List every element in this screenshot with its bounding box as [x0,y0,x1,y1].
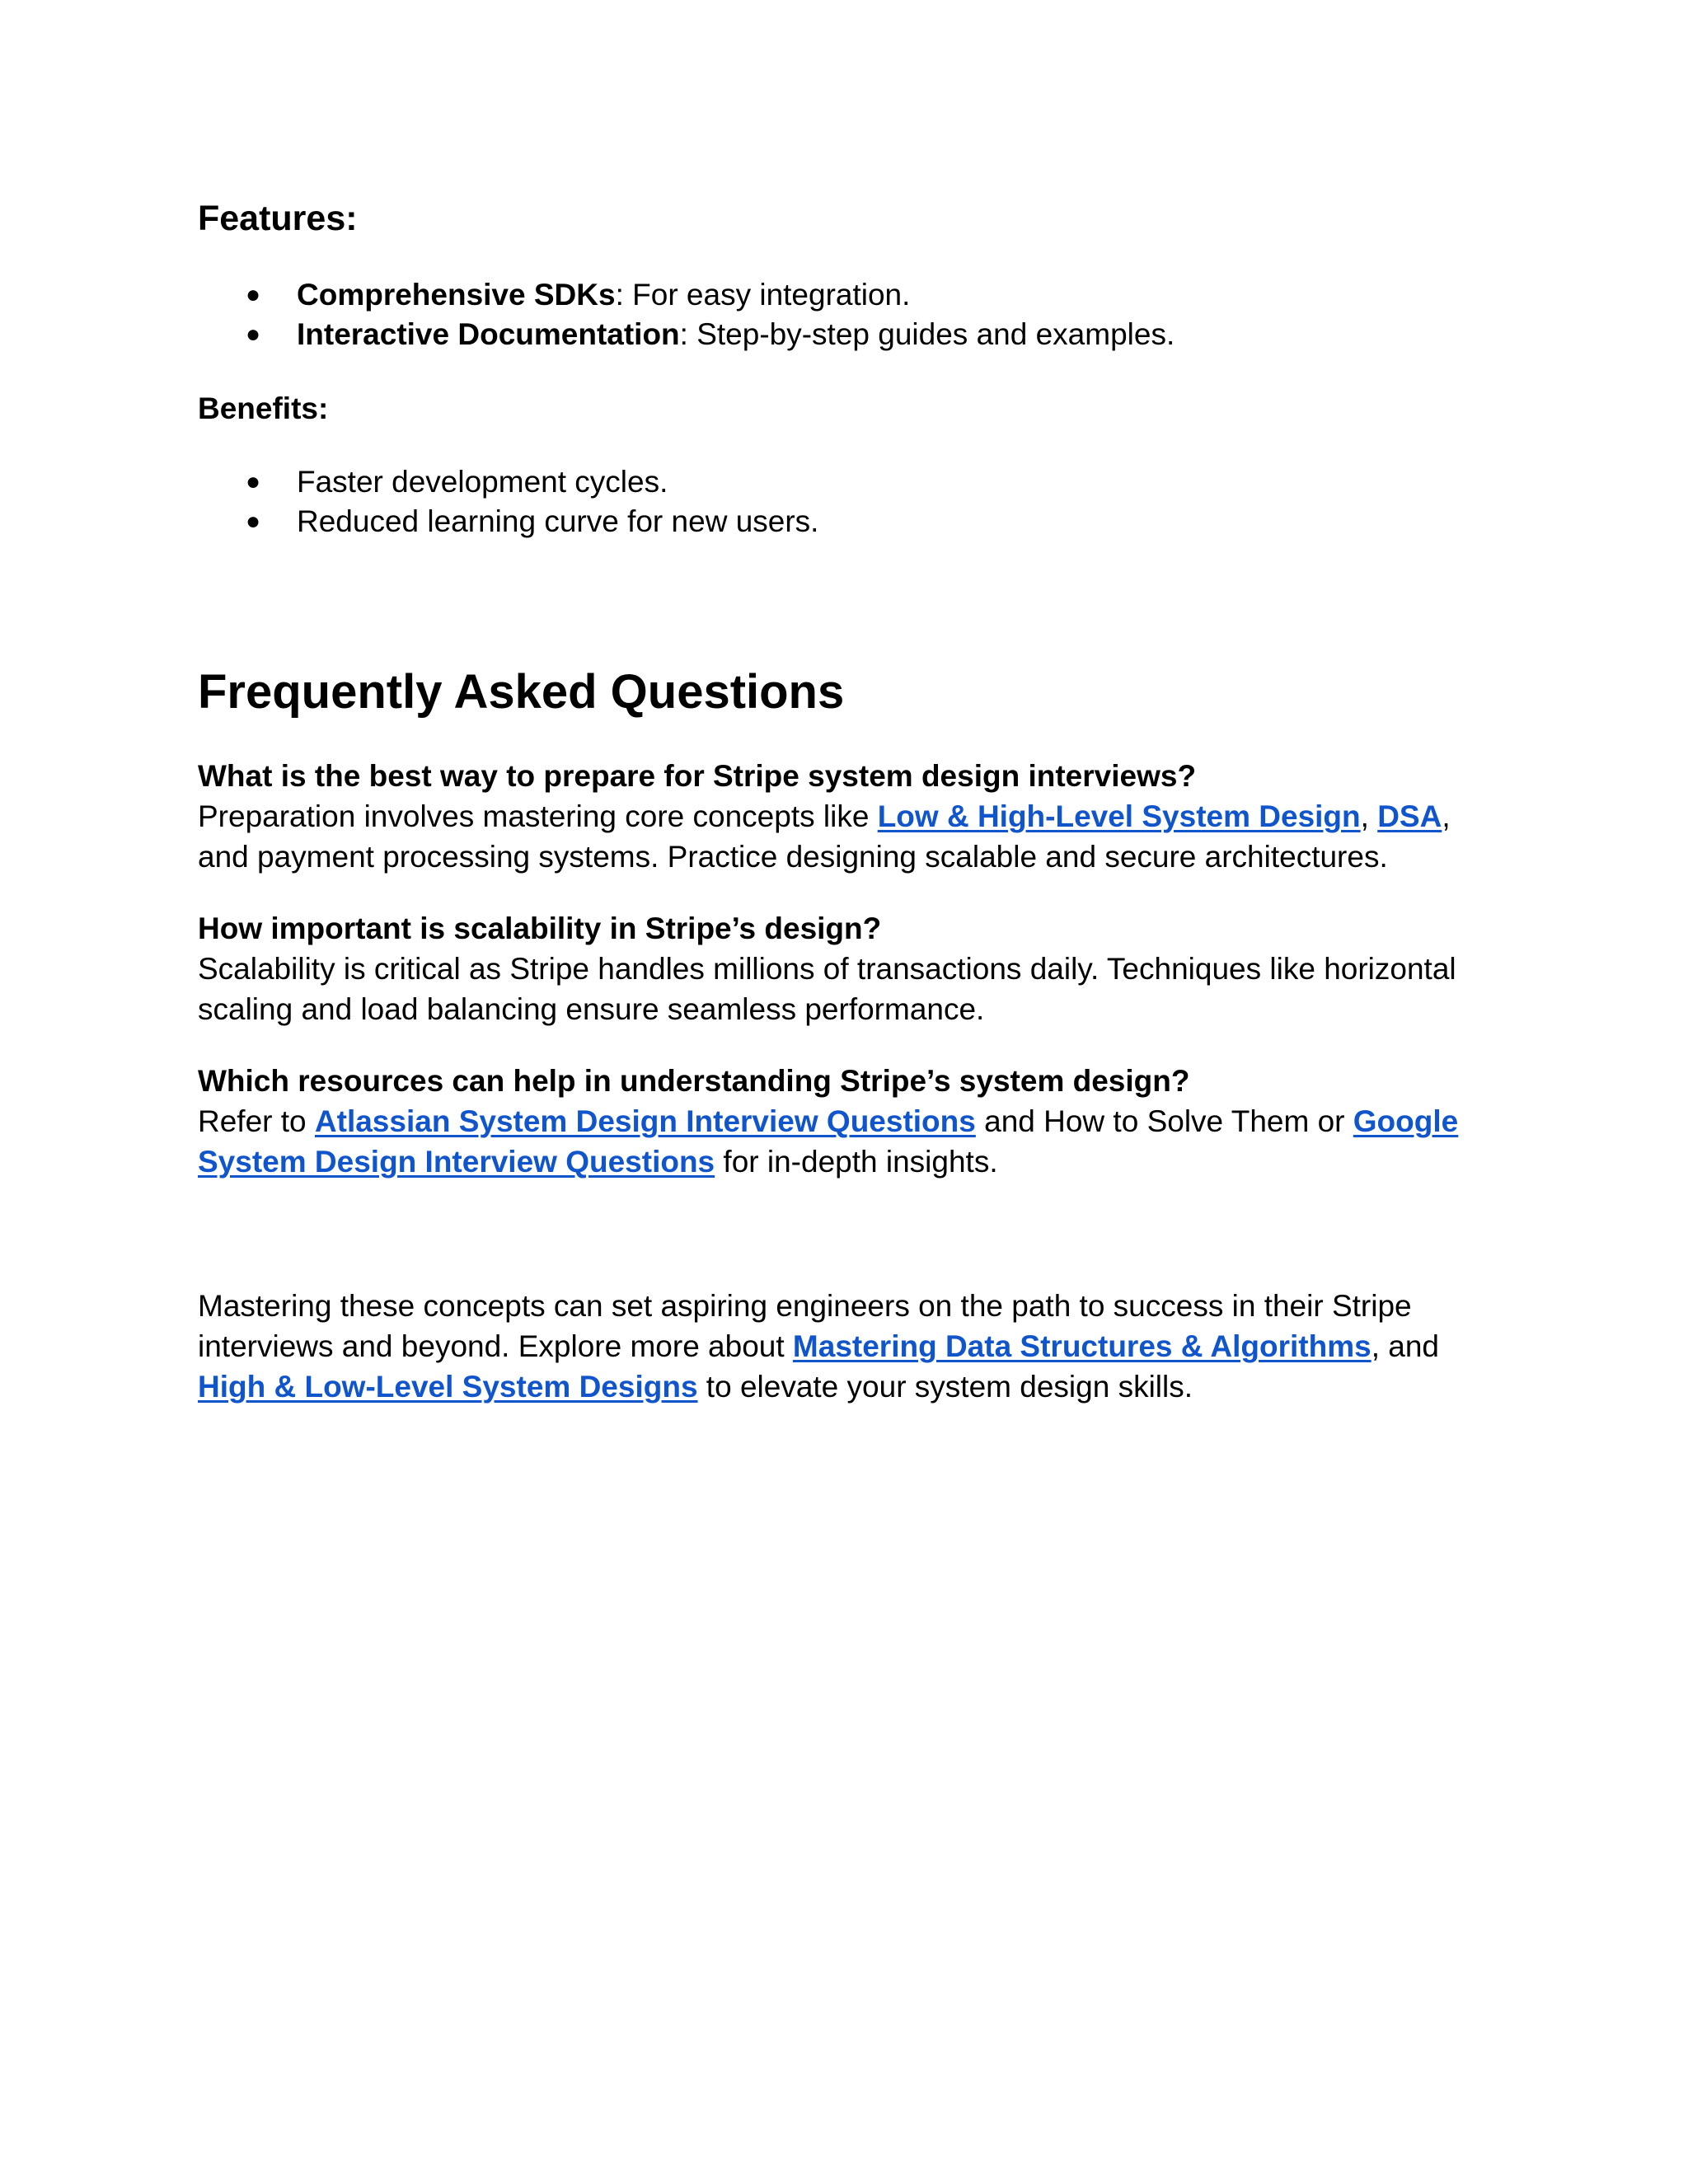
features-heading: Features: [198,199,358,238]
low-high-level-system-design-link[interactable]: Low & High-Level System Design [877,799,1361,833]
faq-answer-line [198,1141,1500,1182]
feature-title: Comprehensive SDKs [297,278,616,312]
answer-text: , [1442,799,1451,833]
faq-question: Which resources can help in understanding Stripe’s system design? [198,1064,1190,1098]
faq-item [198,908,1500,1029]
faq-answer-line [198,796,1500,837]
bullet-icon: ● [246,508,261,535]
benefits-heading: Benefits: [198,391,329,425]
benefit-text: Faster development cycles. [297,465,668,499]
faq-question: What is the best way to prepare for Stripe system design interviews? [198,759,1197,793]
answer-text: Refer to [198,1104,315,1138]
closing-line [198,1366,1500,1407]
closing-line: Mastering these concepts can set aspiring engineers on the path to success in their Stripe [198,1289,1412,1323]
faq-item [198,756,1500,877]
feature-title: Interactive Documentation [297,317,680,351]
dsa-link[interactable]: DSA [1377,799,1442,833]
mastering-dsa-link[interactable]: Mastering Data Structures & Algorithms [792,1329,1372,1363]
closing-text: to elevate your system design skills. [697,1370,1193,1404]
google-system-design-link-part1[interactable]: Google [1353,1104,1459,1138]
bullet-icon: ● [246,321,261,348]
closing-text: , and [1371,1329,1439,1363]
answer-text: , [1360,799,1378,833]
google-system-design-link-part2[interactable]: System Design Interview Questions [198,1145,715,1179]
closing-paragraph [198,1286,1500,1407]
answer-text: and How to Solve Them or [975,1104,1353,1138]
feature-description: : Step-by-step guides and examples. [679,317,1175,351]
atlassian-system-design-link[interactable]: Atlassian System Design Interview Questions [314,1104,976,1138]
faq-question: How important is scalability in Stripe’s design? [198,912,882,945]
faq-item [198,1061,1500,1182]
closing-line [198,1326,1500,1366]
faq-answer-line: scaling and load balancing ensure seamless performance. [198,992,985,1026]
feature-description: : For easy integration. [615,278,911,312]
bullet-icon: ● [246,468,261,495]
faq-answer-line: and payment processing systems. Practice designing scalable and secure architectures. [198,840,1388,874]
faq-answer-line [198,1101,1500,1141]
faq-heading: Frequently Asked Questions [198,665,845,719]
benefit-text: Reduced learning curve for new users. [297,504,819,538]
answer-text: for in-depth insights. [715,1145,998,1179]
bullet-icon: ● [246,281,261,308]
closing-text: interviews and beyond. Explore more about [198,1329,793,1363]
faq-answer-line: Scalability is critical as Stripe handles millions of transactions daily. Techniques like horizontal [198,952,1456,986]
high-low-level-system-designs-link[interactable]: High & Low-Level System Designs [198,1370,698,1404]
answer-text: Preparation involves mastering core concepts like [198,799,878,833]
